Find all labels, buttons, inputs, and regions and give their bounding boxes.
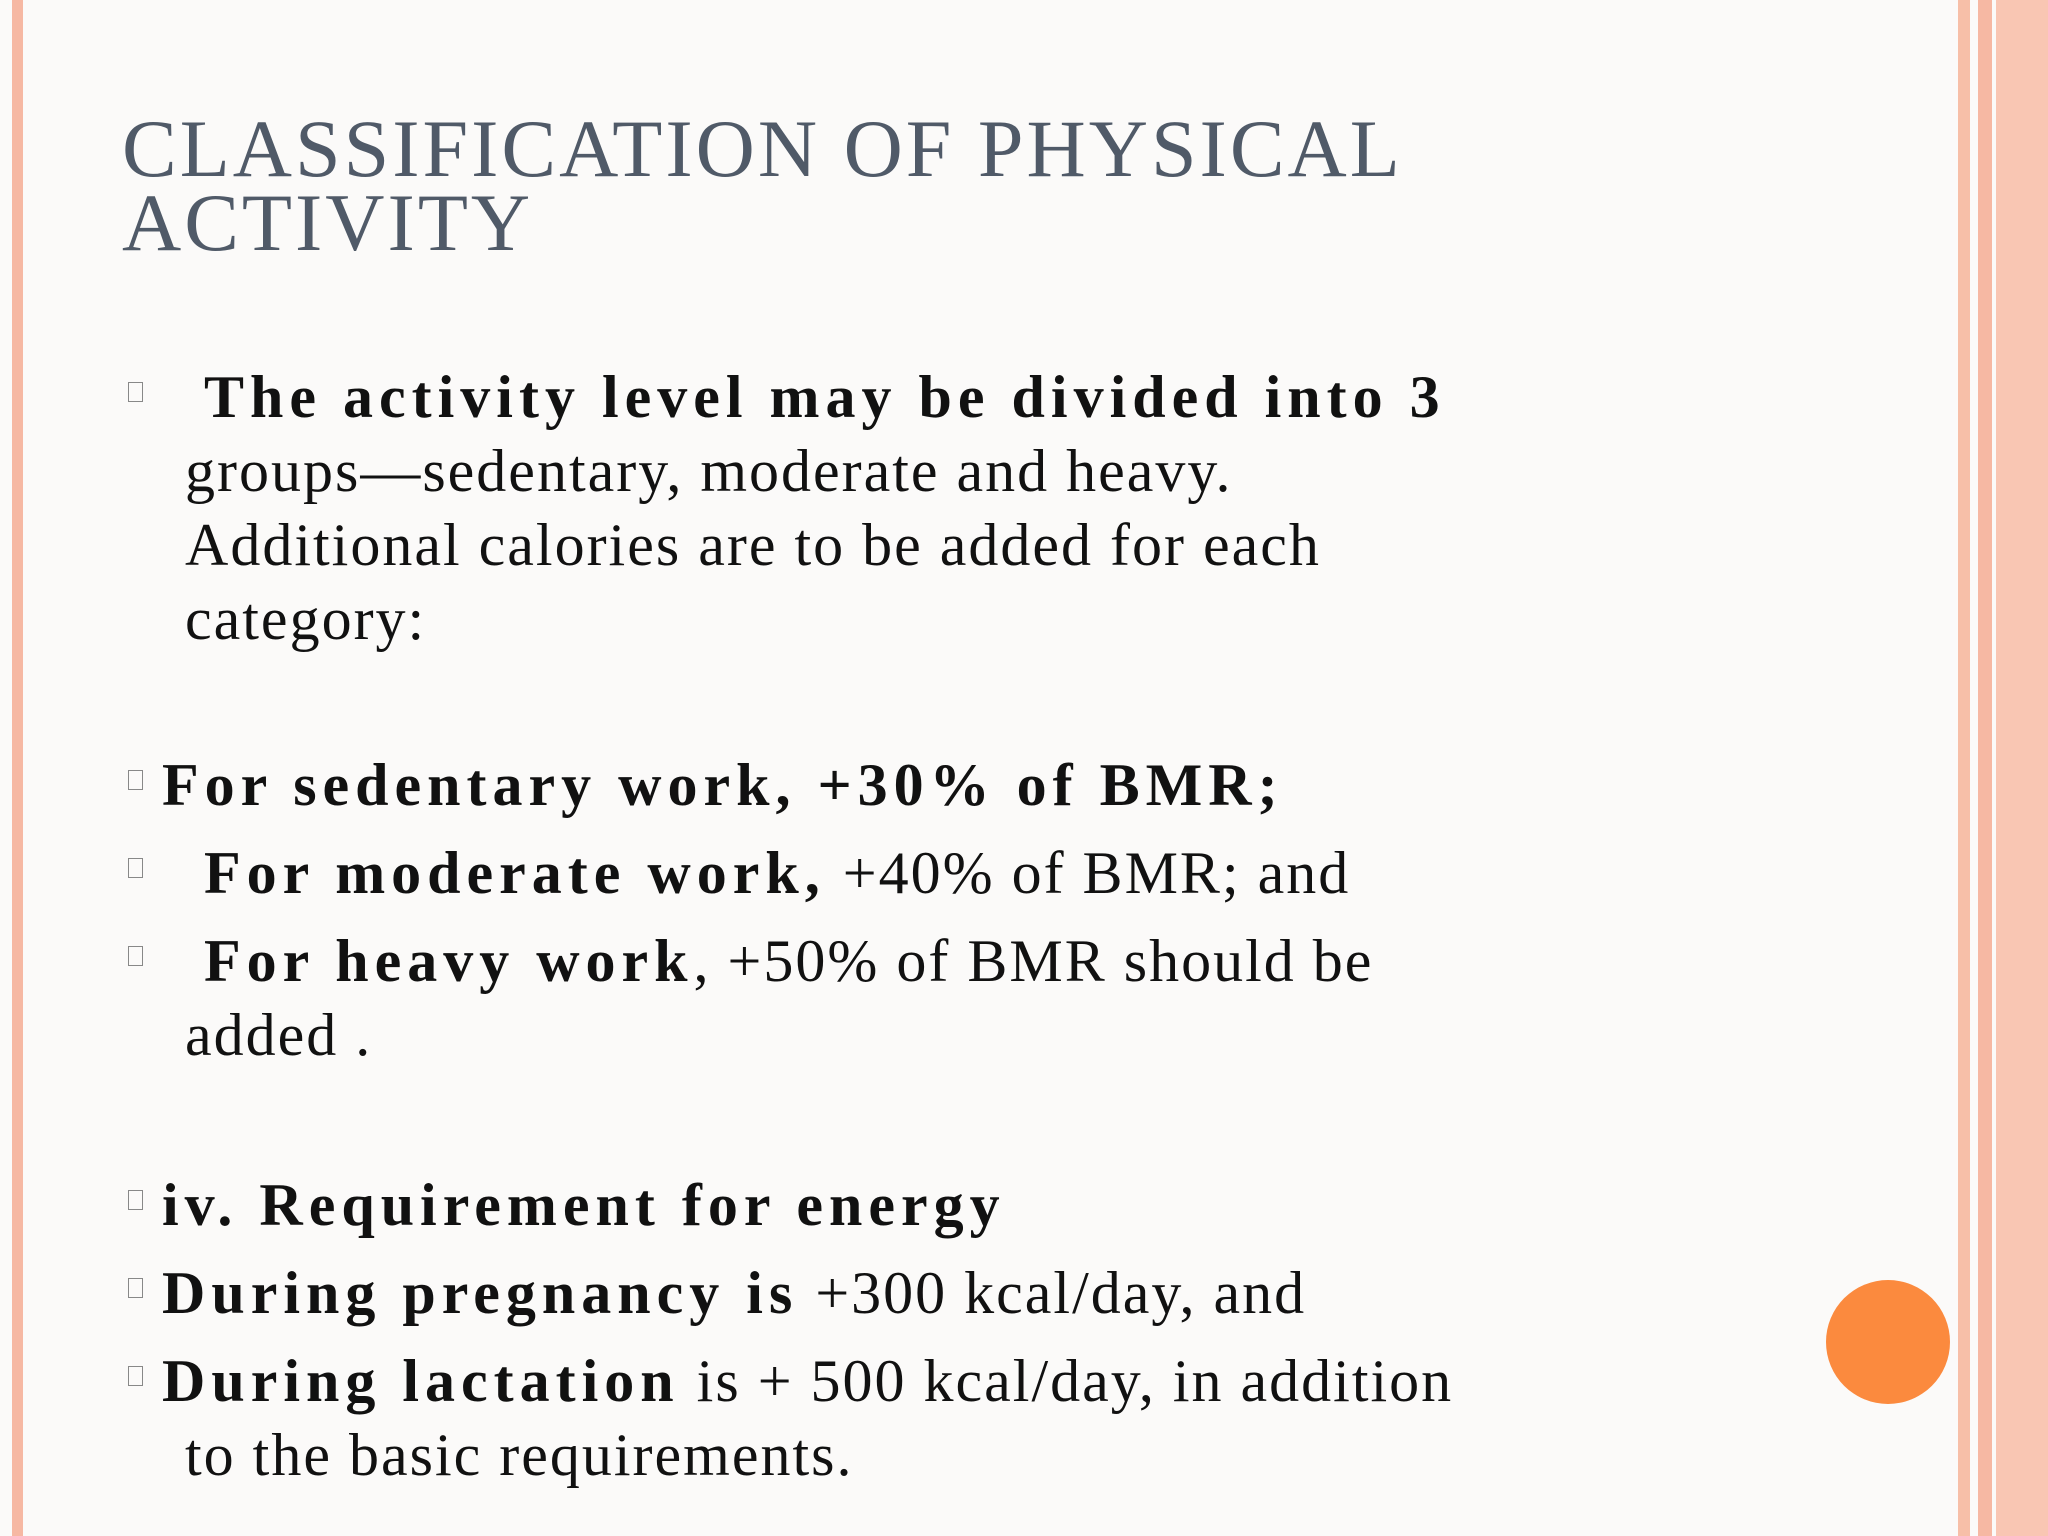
decorative-orange-circle (1826, 1280, 1950, 1404)
activity-levels-lead: The activity level may be divided into 3 (204, 364, 1446, 430)
bullet-box-icon (128, 382, 143, 402)
energy-heading-text: iv. Requirement for energy (162, 1172, 1006, 1238)
slide-title-line-2: ACTIVITY (122, 177, 534, 268)
heavy-label: For heavy work (204, 928, 694, 994)
heavy-value: , +50% of BMR should be (693, 928, 1374, 994)
right-border-band (1996, 0, 2048, 1536)
lactation-line-2: to the basic requirements. (185, 1422, 854, 1488)
lactation-value: is + 500 kcal/day, in addition (679, 1348, 1454, 1414)
heavy-line-2: added . (185, 1002, 373, 1068)
activity-levels-line-3: Additional calories are to be added for each (185, 512, 1321, 578)
bullet-heavy (128, 924, 1828, 1072)
bullet-box-icon (128, 1190, 143, 1210)
bullet-pregnancy (128, 1256, 1828, 1330)
bullet-sedentary (128, 748, 1828, 822)
right-border-stripe (1978, 0, 1992, 1536)
moderate-value: +40% of BMR; and (825, 840, 1351, 906)
bullet-box-icon (128, 1278, 143, 1298)
bullet-activity-levels (128, 360, 1828, 656)
bullet-box-icon (128, 770, 143, 790)
left-border-stripe (12, 0, 23, 1536)
activity-levels-line-2: groups—sedentary, moderate and heavy. (185, 438, 1233, 504)
bullet-box-icon (128, 946, 143, 966)
pregnancy-value: +300 kcal/day, and (798, 1260, 1307, 1326)
slide-body (128, 360, 1828, 1492)
bullet-box-icon (128, 1366, 143, 1386)
pregnancy-label: During pregnancy is (162, 1260, 799, 1326)
bullet-box-icon (128, 858, 143, 878)
activity-levels-line-4: category: (185, 586, 427, 652)
right-border-stripe (1958, 0, 1970, 1536)
lactation-label: During lactation (162, 1348, 680, 1414)
bullet-moderate (128, 836, 1828, 910)
bullet-lactation (128, 1344, 1828, 1492)
slide-title-line-1: CLASSIFICATION OF PHYSICAL (122, 103, 1403, 194)
bullet-energy-heading (128, 1168, 1828, 1242)
slide-title (122, 103, 1822, 268)
moderate-label: For moderate work, (204, 840, 826, 906)
sedentary-text: For sedentary work, +30% of BMR; (162, 752, 1284, 818)
